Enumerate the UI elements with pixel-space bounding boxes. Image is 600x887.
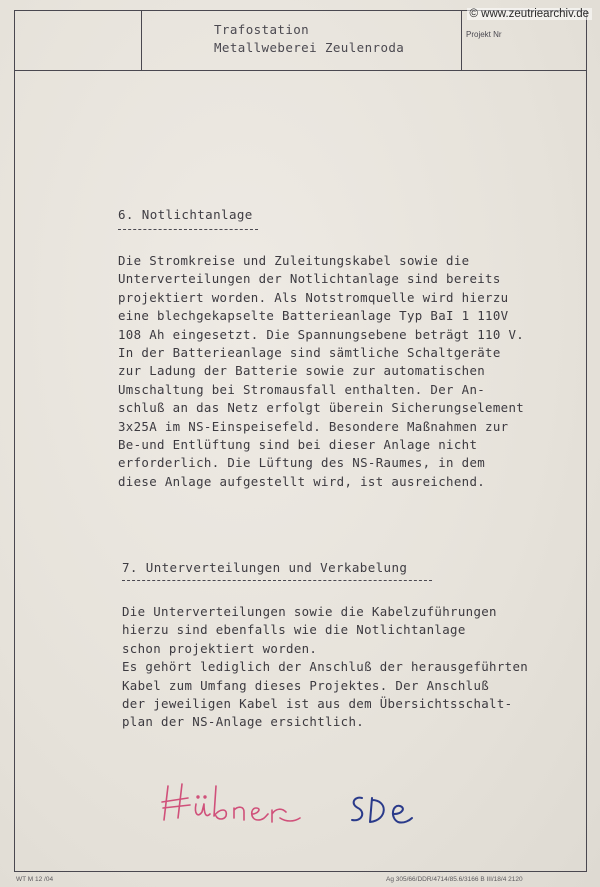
handwritten-signature xyxy=(160,778,310,830)
text-line: Kabel zum Umfang dieses Projektes. Der Anschluß xyxy=(122,677,490,693)
archive-watermark: © www.zeutriearchiv.de xyxy=(467,8,592,20)
text-line: eine blechgekapselte Batterieanlage Typ BaI 1 110V xyxy=(118,308,509,324)
section-7-underline xyxy=(122,580,432,581)
text-line: Die Stromkreise und Zuleitungskabel sowie die xyxy=(118,253,470,268)
text-line: In der Batterieanlage sind sämtliche Schaltgeräte xyxy=(118,344,501,360)
section-6-underline xyxy=(118,229,258,230)
text-line: schluß an das Netz erfolgt überein Sicherungselement xyxy=(118,400,525,416)
header-title-line1: Trafostation xyxy=(214,22,310,37)
handwritten-initials xyxy=(348,790,418,830)
title-block-divider xyxy=(461,10,462,71)
text-line: projektiert worden. Als Notstromquelle wird hierzu xyxy=(118,289,509,305)
form-number: WT M 12 /04 xyxy=(16,876,54,883)
text-line: diese Anlage aufgestellt wird, ist ausreichend. xyxy=(118,473,486,489)
header-title-line2: Metallweberei Zeulenroda xyxy=(214,40,405,55)
section-7-paragraph xyxy=(122,603,528,732)
text-line: hierzu sind ebenfalls wie die Notlichtanlage xyxy=(122,622,466,638)
text-line: Es gehört lediglich der Anschluß der herausgeführten xyxy=(122,659,529,675)
title-block-divider xyxy=(141,10,142,71)
text-line: Be-und Entlüftung sind bei dieser Anlage nicht xyxy=(118,436,478,452)
text-line: Umschaltung bei Stromausfall enthalten. Der An- xyxy=(118,381,486,397)
text-line: zur Ladung der Batterie sowie zur automatischen xyxy=(118,363,486,379)
section-7-heading: 7. Unterverteilungen und Verkabelung xyxy=(122,560,408,575)
text-line: schon projektiert worden. xyxy=(122,640,318,656)
text-line: 108 Ah eingesetzt. Die Spannungsebene beträgt 110 V. xyxy=(118,326,525,342)
section-6-paragraph xyxy=(118,252,524,491)
text-line: der jeweiligen Kabel ist aus dem Übersichtsschalt- xyxy=(122,695,513,711)
project-number-label: Projekt Nr xyxy=(466,30,502,39)
text-line: 3x25A im NS-Einspeisefeld. Besondere Maßnahmen zur xyxy=(118,418,509,434)
text-line: erforderlich. Die Lüftung des NS-Raumes, in dem xyxy=(118,455,486,471)
text-line: plan der NS-Anlage ersichtlich. xyxy=(122,714,365,730)
text-line: Unterverteilungen der Notlichtanlage sind bereits xyxy=(118,271,501,287)
text-line: Die Unterverteilungen sowie die Kabelzuführungen xyxy=(122,604,497,619)
section-6-heading: 6. Notlichtanlage xyxy=(118,207,253,222)
print-code: Ag 305/66/DDR/4714/85.6/3166 B III/18/4 2120 xyxy=(386,876,523,883)
